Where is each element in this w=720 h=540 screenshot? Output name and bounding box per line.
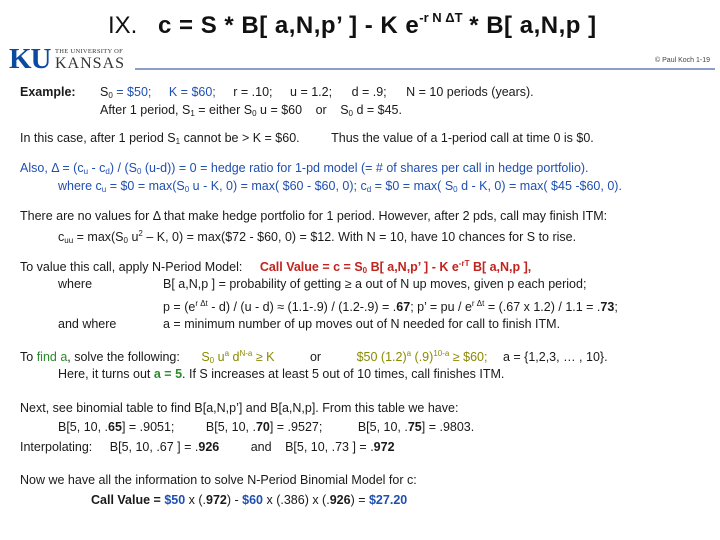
case-line: In this case, after 1 period $S_1$ cannot be > K = $60. Thus the value of a 1-period call at time 0 is $0. — [20, 131, 594, 146]
next-line-2: B[5, 10, .65] = .9051; B[5, 10, .70] = .9527; B[5, 10, .75] = .9803. — [58, 420, 475, 434]
also-line-2: where $c_u$ = $0 = $\max(S_0$ u - K, 0) = max( $60 - $60, 0); $c_d$ = $0 = max( $S_0$ d - K, 0) = max( $45 -$60, 0). — [58, 179, 622, 194]
logo-ku: KU — [9, 43, 51, 75]
now-line-1: Now we have all the information to solve N-Period Binomial Model for c: — [20, 473, 417, 487]
find-line-2: Here, it turns out a = 5. If S increases at least 5 out of 10 times, call finishes ITM. — [58, 367, 505, 381]
title-exponent: -r N ΔT — [419, 10, 463, 25]
next-line-3: Interpolating: B[5, 10, .67 ] = .926 and B[5, 10, .73 ] = .972 — [20, 440, 395, 454]
slide-title — [108, 12, 597, 40]
now-line-2: Call Value = $50 x (.972) - $60 x (.386) x (.926) = $27.20 — [91, 493, 408, 507]
value-and-where: and where — [58, 317, 117, 331]
value-line-3: $p = (e^{r \Delta t} - d) / (u - d) \approx (1.1-.9) / (1.2-.9) = .67$; p’ = pu / $e^{r \Delta t} = (.67$ x 1.2) / 1.1 = .73; — [163, 299, 618, 314]
logo-kansas: KANSAS — [55, 55, 126, 72]
credit: © Paul Koch 1-19 — [655, 57, 710, 64]
ku-logo — [9, 44, 134, 74]
next-line-1: Next, see binomial table to find B[a,N,p’] and B[a,N,p]. From this table we have: — [20, 401, 459, 415]
title-formula: c = S * B[ a,N,p’ ] - K e — [158, 12, 420, 39]
logo-university: THE UNIVERSITY OF — [55, 48, 124, 55]
novalues-line-1: There are no values for Δ that make hedge portfolio for 1 period. However, after 2 pds, call may finish ITM: — [20, 209, 608, 223]
value-line-4: a = minimum number of up moves out of N needed for call to finish ITM. — [163, 317, 561, 331]
novalues-line-2: $c_{uu} = \max(S_0$ $u^2$ – K, 0) = max($72 - $60, 0) = $12. With N = 10, have 10 chances for S to rise. — [58, 229, 577, 245]
value-line-2: B[ a,N,p ] = probability of getting ≥ a out of N up moves, given p each period; — [163, 277, 587, 291]
example-label: Example: — [20, 85, 76, 99]
title-formula-tail: * B[ a,N,p ] — [469, 12, 597, 39]
value-where: where — [58, 277, 93, 291]
example-line-2: After 1 period, $S_1$ = either $S_0$ u = $60 or $S_0$ d = $45. — [100, 103, 402, 118]
example-line-1: $S_0$ = $50; K = $60; r = .10; u = 1.2; d = .9; N = 10 periods (years). — [100, 85, 534, 100]
also-line-1: Also, $\Delta = (c_u - c_d) / (S_0$ (u-d)) = 0 = hedge ratio for 1-pd model (= # of shares per call in hedge portfolio). — [20, 161, 589, 176]
header-rule — [135, 68, 715, 70]
title-roman: IX. — [108, 12, 138, 39]
value-line-1: To value this call, apply N-Period Model: Call Value = $c = S_0$ B[ a,N,p’ ] - K $e^{-rT}$ B[ a,N,p ], — [20, 259, 532, 275]
find-line-1: To find a, solve the following: $S_0$ $u^a$ $d^{N-a} \ge K$ or $50 $(1.2)^a$ $(.9)^{10-a}$ ≥ $60; a = {1,2,3, … , 10}. — [20, 349, 608, 365]
